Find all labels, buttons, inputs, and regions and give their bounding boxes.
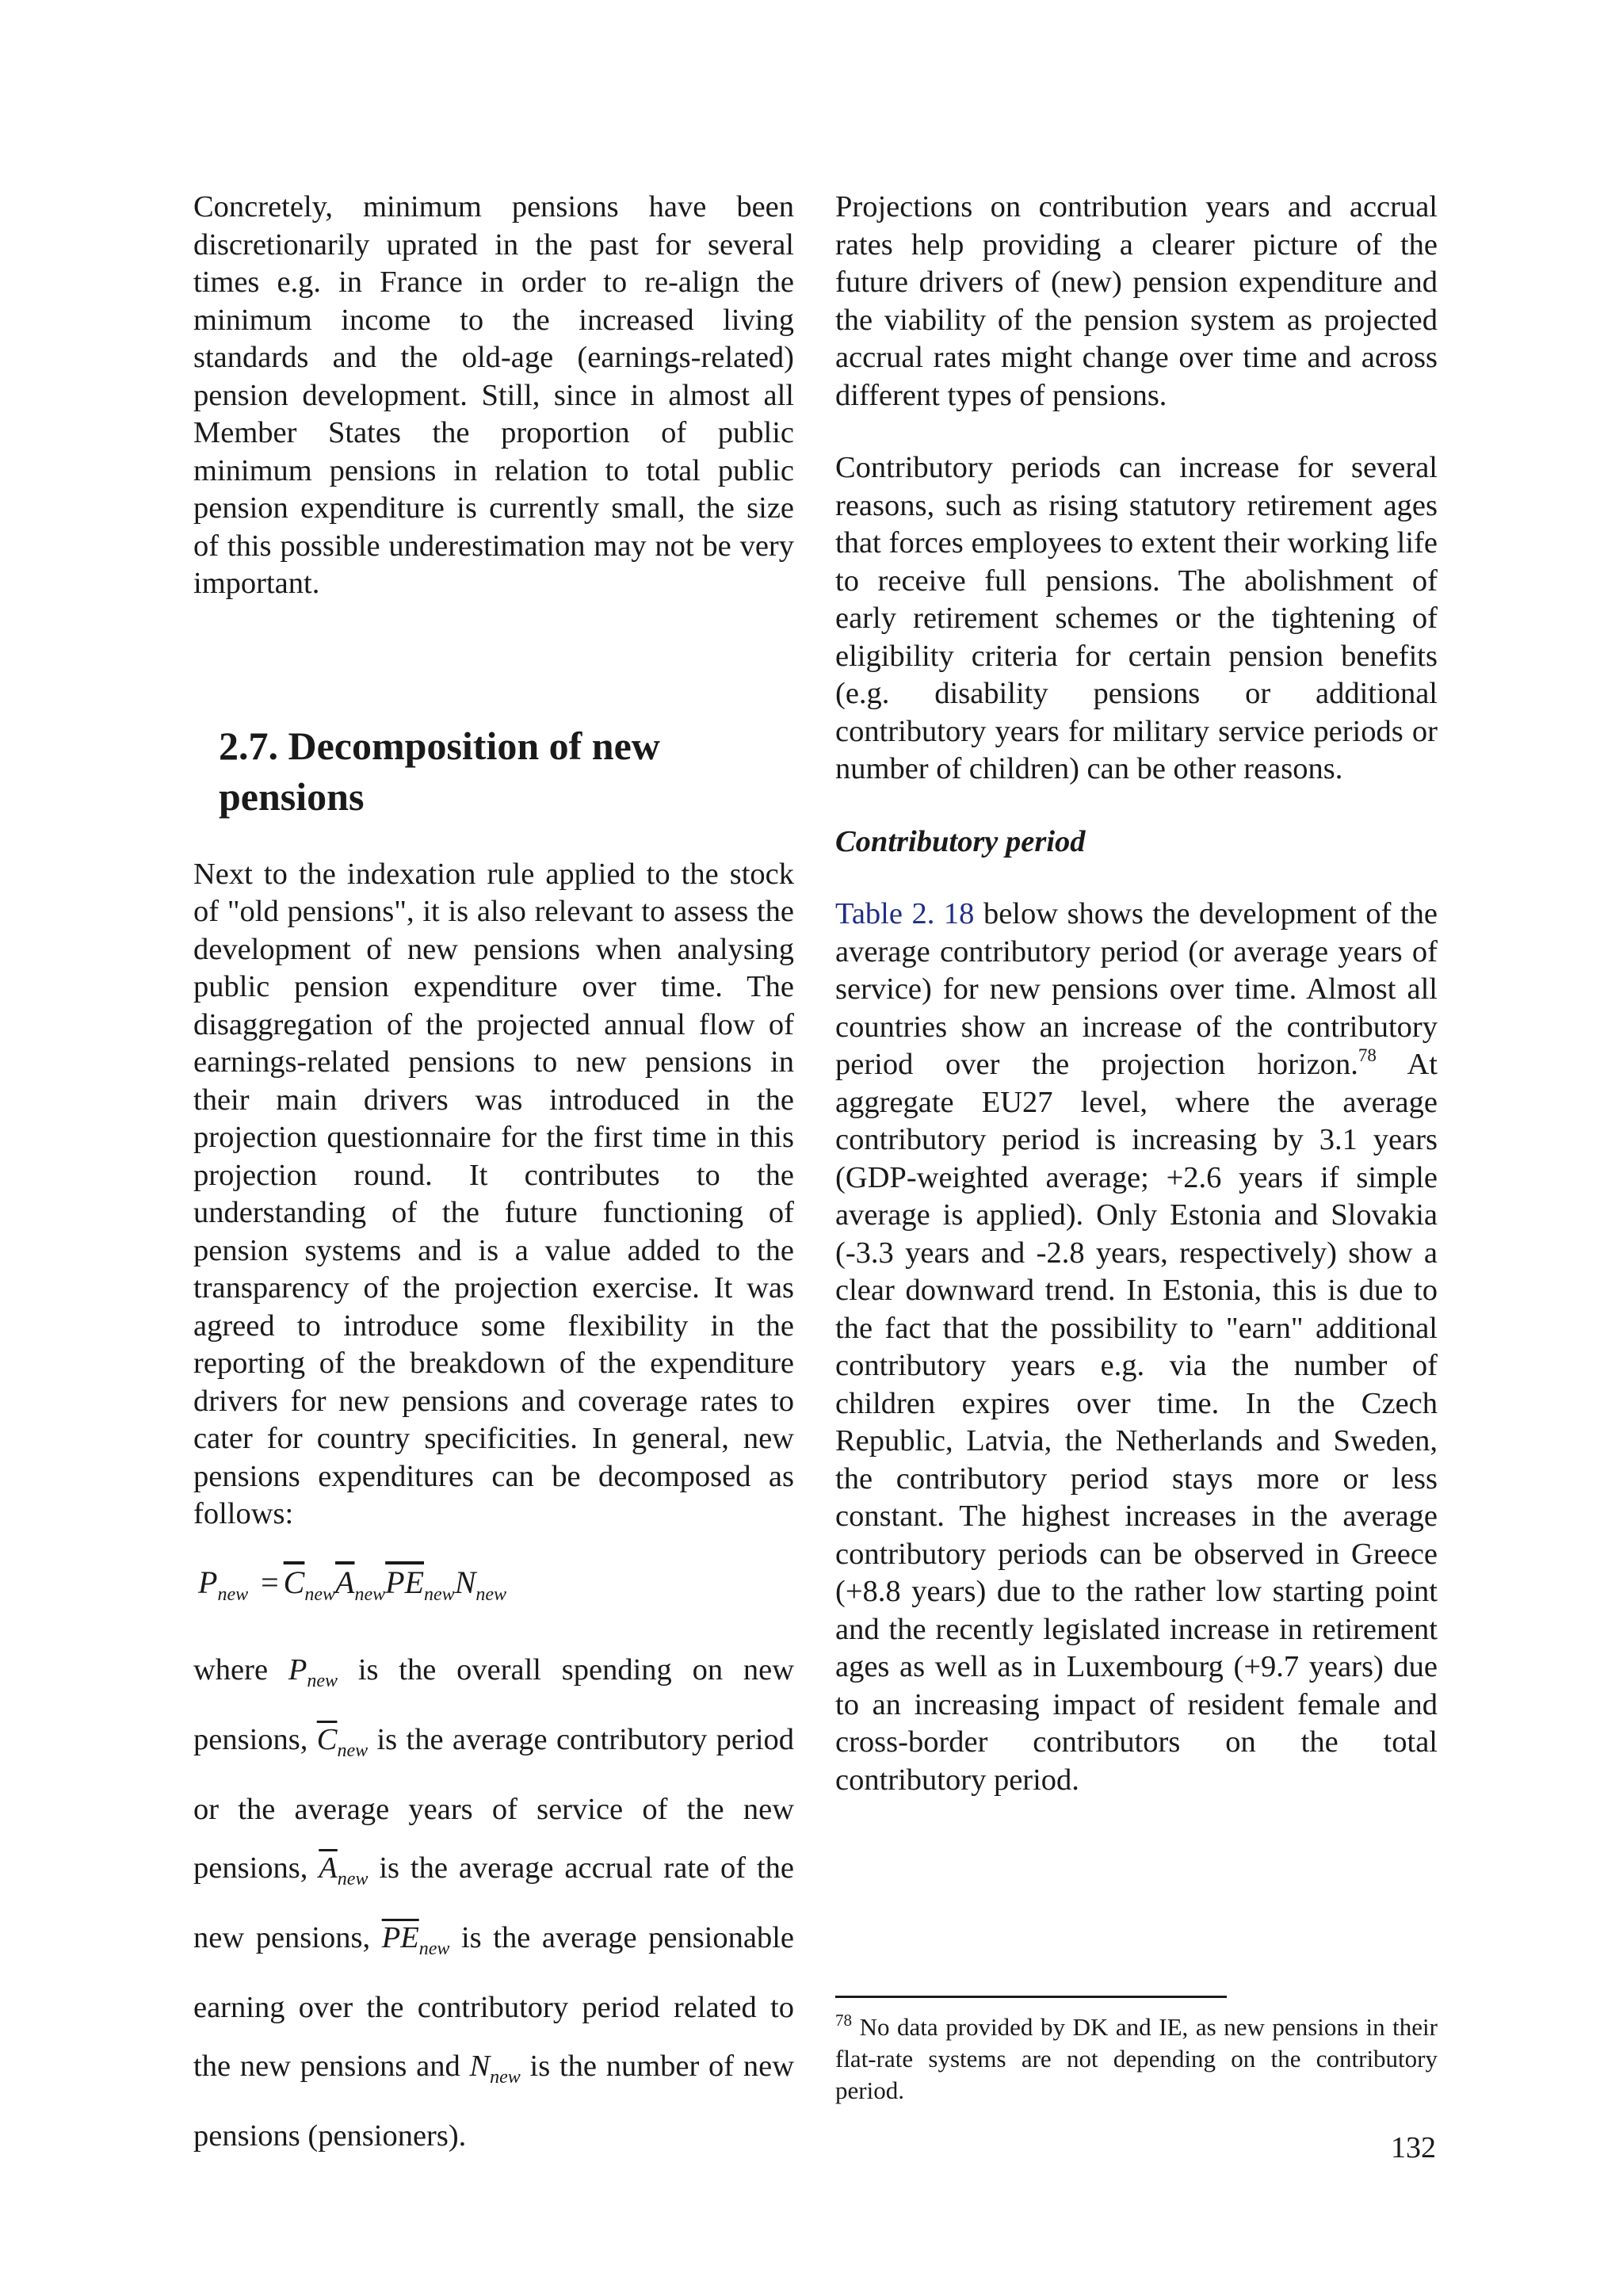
right-column bbox=[835, 189, 1438, 1799]
decomposition-formula: $P_{new} = \overline{C}_{new}\overline{A}_{new}\overline{PE}_{new}N_{new}$ bbox=[198, 1564, 507, 1605]
paragraph-new-pensions: Next to the indexation rule applied to the stock of "old pensions", it is also relevant to assess the development of new pensions when analysing public pension expenditure over time. The disaggregation of the projected annual flow of earnings-related pensions to new pensions in their main drivers was introduced in the projection questionnaire for the first time in this projection round. It contributes to the understanding of the future functioning of pension systems and is a value added to the transparency of the projection exercise. It was agreed to introduce some flexibility in the reporting of the breakdown of the expenditure drivers for new pensions and coverage rates to cater for country specificities. In general, new pensions expenditures can be decomposed as follows: bbox=[193, 857, 794, 1530]
footnote-mark: 78 bbox=[835, 2011, 852, 2030]
footnote-text: No data provided by DK and IE, as new pensions in their flat-rate systems are not depending on the contributory period. bbox=[835, 2013, 1438, 2104]
section-title-line1: Decomposition of new bbox=[288, 723, 660, 768]
section-title-line2: pensions bbox=[219, 774, 365, 819]
page-number: 132 bbox=[1391, 2131, 1436, 2164]
paragraph-minimum-pensions: Concretely, minimum pensions have been discretionarily uprated in the past for several times e.g. in France in order to re-align the minimum income to the increased living standards and the old-age (earnings-related) pension development. Still, since in almost all Member States the proportion of public minimum pensions in relation to total public pension expenditure is currently small, the size of this possible underestimation may not be very important. bbox=[193, 190, 794, 600]
section-number: 2.7. bbox=[219, 723, 278, 768]
table-2-18-link[interactable]: Table 2. 18 bbox=[835, 897, 975, 930]
symbol-n-new: $N_{new}$ bbox=[469, 2049, 521, 2088]
symbol-pe-new: $\overline{PE}_{new}$ bbox=[381, 1920, 450, 1959]
subheading-contributory-period: Contributory period bbox=[835, 824, 1086, 858]
footnote-78 bbox=[835, 2011, 1438, 2107]
paragraph-projections-contribution-years: Projections on contribution years and accrual rates help providing a clearer picture of the future drivers of (new) pension expenditure and the viability of the pension system as projected accrual rates might change over time and across different types of pensions. bbox=[835, 190, 1438, 412]
symbol-a-new: $\overline{A}_{new}$ bbox=[319, 1851, 369, 1889]
symbol-p-new: $P_{new}$ bbox=[288, 1652, 338, 1691]
section-heading bbox=[193, 720, 789, 822]
footnote-separator bbox=[835, 1996, 1227, 1998]
paragraph-formula-definitions: where $P_{new}$ is the overall spending on new pensions, $\overline{C}_{new}$ is the average contributory period or the average years of service of the new pensions, $\overline{A}_{new}$ is the average accrual rate of the new pensions, $\overline{PE}_{new}$ is the average pensionable earning over the contributory period related to the new pensions and $N_{new}$ is the number of new pensions (pensioners). bbox=[193, 1652, 795, 2153]
footnote-reference-78[interactable]: 78 bbox=[1358, 1045, 1377, 1065]
paragraph-contributory-periods-increase: Contributory periods can increase for several reasons, such as rising statutory retirement ages that forces employees to extent their working life to receive full pensions. The abolishment of early retirement schemes or the tightening of eligibility criteria for certain pension benefits (e.g. disability pensions or additional contributory years for military service periods or number of children) can be other reasons. bbox=[835, 451, 1438, 785]
paragraph-table-2-18: Table 2. 18 below shows the development of the average contributory period (or average years of service) for new pensions over time. Almost all countries show an increase of the contributory period over the projection horizon.$^{78}$ At aggregate EU27 level, where the average contributory period is increasing by 3.1 years (GDP-weighted average; +2.6 years if simple average is applied). Only Estonia and Slovakia (-3.3 years and -2.8 years, respectively) show a clear downward trend. In Estonia, this is due to the fact that the possibility to "earn" additional contributory years e.g. via the number of children expires over time. In the Czech Republic, Latvia, the Netherlands and Sweden, the contributory period stays more or less constant. The highest increases in the average contributory periods can be observed in Greece (+8.8 years) due to the rather low starting point and the recently legislated increase in retirement ages as well as in Luxembourg (+9.7 years) due to an increasing impact of resident female and cross-border contributors on the total contributory period. bbox=[835, 897, 1438, 1797]
symbol-c-new: $\overline{C}_{new}$ bbox=[316, 1722, 369, 1761]
left-column bbox=[193, 189, 794, 2165]
